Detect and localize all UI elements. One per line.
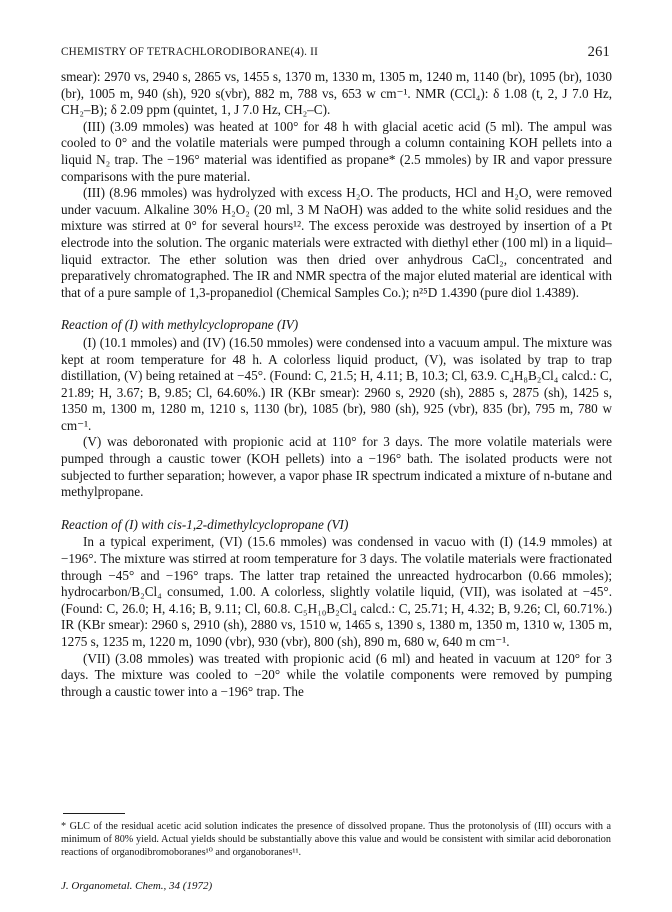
paragraph-ir-continuation: smear): 2970 vs, 2940 s, 2865 vs, 1455 s, 1370 m, 1330 m, 1305 m, 1240 m, 1140 (br), 1095 (br), 1030 (br), 1005 m, 940 (sh), 920 s(vbr), 882 m, 788 vs, 653 w cm⁻¹. NMR (CCl₄): δ 1.08 (t, 2, J 7.0 Hz, CH₂–B); δ 2.09 ppm (quintet, 1, J 7.0 Hz, CH₂–C). [61, 69, 612, 118]
paragraph-hydrolysis: (III) (8.96 mmoles) was hydrolyzed with excess H₂O. The products, HCl and H₂O, were removed under vacuum. Alkaline 30% H₂O₂ (20 ml, 3 M NaOH) was added to the white solid residues and the mixture was stirred at 0° for several hours¹². The excess peroxide was destroyed by insertion of a Pt electrode into the solution. The organic materials were extracted with diethyl ether (100 ml) in a liquid–liquid extractor. The ether solution was then dried over anhydrous CaCl₂, concentrated and preparatively chromatographed. The IR and NMR spectra of the major eluted material are identical with that of a pure sample of 1,3-propanediol (Chemical Samples Co.); n²⁵D 1.4390 (pure diol 1.4389). [61, 185, 612, 300]
footnote-text: * GLC of the residual acetic acid solution indicates the presence of dissolved propane. Thus the protonolysis of (III) occurs with a minimum of 80% yield. Actual yields should be substantially above this value and would be consistent with similar acid deboronation reactions of organodibromoboranes¹⁰ and organoboranes¹¹. [61, 821, 611, 859]
footnote [61, 820, 611, 860]
journal-citation: J. Organometal. Chem., 34 (1972) [61, 880, 213, 892]
article-body [61, 69, 612, 700]
paragraph-deboronation: (V) was deboronated with propionic acid at 110° for 3 days. The more volatile materials were pumped through a caustic tower (KOH pellets) into a −196° bath. The isolated products were not subjected to further separation; however, a vapor phase IR spectrum indicated a mixture of n-butane and methylpropane. [61, 434, 612, 500]
running-header [61, 44, 610, 62]
running-title: CHEMISTRY OF TETRACHLORODIBORANE(4). II [61, 46, 319, 58]
paragraph-methylcyclopropane-reaction: (I) (10.1 mmoles) and (IV) (16.50 mmoles) were condensed into a vacuum ampul. The mixture was kept at room temperature for 48 h. A colorless liquid product, (V), was isolated by trap to trap distillation, (V) being retained at −45°. (Found: C, 21.5; H, 4.11; B, 10.3; Cl, 63.9. C₄H₈B₂Cl₄ calcd.: C, 21.89; H, 3.67; B, 9.85; Cl, 64.60%.) IR (KBr smear): 2960 s, 2920 (sh), 2885 s, 2875 (sh), 1425 s, 1350 m, 1300 m, 1280 m, 1210 s, 1130 (br), 1085 (br), 980 (sh), 925 (vbr), 835 (br), 795 m, 780 w cm⁻¹. [61, 334, 612, 433]
paragraph-acetic-acid: (III) (3.09 mmoles) was heated at 100° for 48 h with glacial acetic acid (5 ml). The ampul was cooled to 0° and the volatile materials were pumped through a column containing KOH pellets into a liquid N₂ trap. The −196° material was identified as propane* (2.5 mmoles) by IR and vapor pressure comparisons with the pure material. [61, 118, 612, 184]
footnote-rule [63, 813, 125, 814]
section-heading-methylcyclopropane: Reaction of (I) with methylcyclopropane (IV) [61, 317, 299, 333]
paragraph-propionic-acid: (VII) (3.08 mmoles) was treated with propionic acid (6 ml) and heated in vacuum at 120° for 3 days. The mixture was cooled to −20° while the volatile components were removed by pumping through a caustic tower into a −196° trap. The [61, 650, 612, 699]
section-heading-dimethylcyclopropane: Reaction of (I) with cis-1,2-dimethylcyclopropane (VI) [61, 516, 349, 532]
page-number: 261 [587, 44, 610, 60]
paragraph-dimethylcyclopropane-reaction: In a typical experiment, (VI) (15.6 mmoles) was condensed in vacuo with (I) (14.9 mmoles) at −196°. The mixture was stirred at room temperature for 3 days. The volatile materials were fractionated through −45° and −196° traps. The latter trap retained the unreacted hydrocarbon (0.66 mmoles); hydrocarbon/B₂Cl₄ consumed, 1.00. A colorless, slightly volatile liquid, (VII), was isolated at −45°. (Found: C, 26.0; H, 4.16; B, 9.11; Cl, 60.8. C₅H₁₀B₂Cl₄ calcd.: C, 25.71; H, 4.32; B, 9.26; Cl, 60.71%.) IR (KBr smear): 2960 s, 2910 (sh), 2880 vs, 1510 w, 1465 s, 1390 s, 1380 m, 1350 m, 1310 w, 1305 m, 1275 s, 1235 m, 1220 m, 1090 (vbr), 930 (vbr), 800 (sh), 890 m, 680 w, 640 m cm⁻¹. [61, 534, 612, 649]
